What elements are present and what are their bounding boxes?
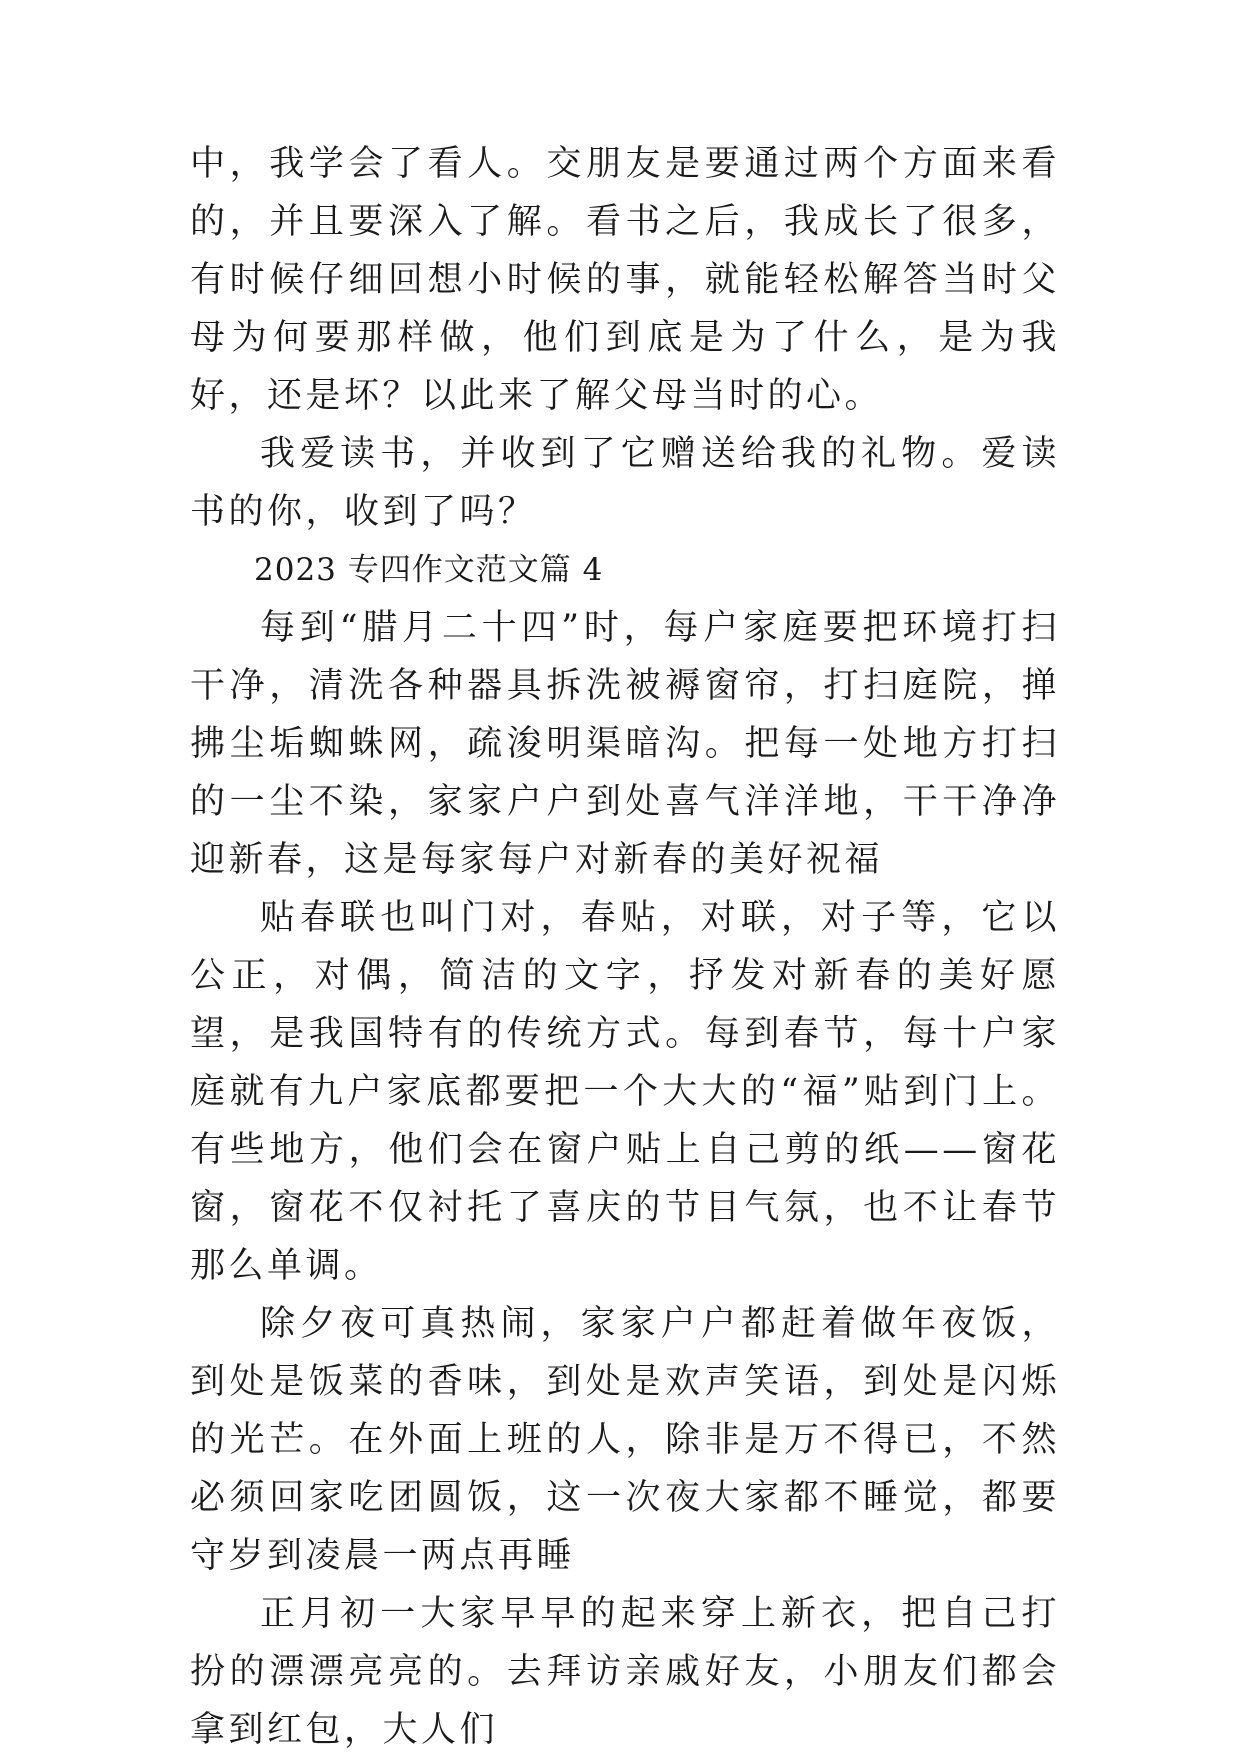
paragraph-cleaning: 每到“腊月二十四”时，每户家庭要把环境打扫干净，清洗各种器具拆洗被褥窗帘，打扫庭院，掸拂尘垢蜘蛛网，疏浚明渠暗沟。把每一处地方打扫的一尘不染，家家户户到处喜气洋洋地，干干净净迎新春，这是每家每户对新春的美好祝福 <box>190 608 1060 880</box>
section-title: 2023 专四作文范文篇 4 <box>254 552 604 588</box>
paragraph-couplets: 贴春联也叫门对，春贴，对联，对子等，它以公正，对偶，简洁的文字，抒发对新春的美好愿望，是我国特有的传统方式。每到春节，每十户家庭就有九户家底都要把一个大大的“福”贴到门上。有些地方，他们会在窗户贴上自己剪的纸——窗花窗，窗花不仅衬托了喜庆的节目气氛，也不让春节那么单调。 <box>190 898 1060 1286</box>
document-page <box>190 135 1060 1750</box>
paragraph-first-day: 正月初一大家早早的起来穿上新衣，把自己打扮的漂漂亮亮的。去拜访亲戚好友，小朋友们都会拿到红包，大人们 <box>190 1594 1060 1750</box>
paragraph-reading-continuation: 中，我学会了看人。交朋友是要通过两个方面来看的，并且要深入了解。看书之后，我成长了很多，有时候仔细回想小时候的事，就能轻松解答当时父母为何要那样做，他们到底是为了什么，是为我好，还是坏？以此来了解父母当时的心。 <box>190 144 1060 416</box>
paragraph-new-years-eve: 除夕夜可真热闹，家家户户都赶着做年夜饭，到处是饭菜的香味，到处是欢声笑语，到处是闪烁的光芒。在外面上班的人，除非是万不得已，不然必须回家吃团圆饭，这一次夜大家都不睡觉，都要守岁到凌晨一两点再睡 <box>190 1304 1060 1576</box>
paragraph-reading-conclusion: 我爱读书，并收到了它赠送给我的礼物。爱读书的你，收到了吗？ <box>190 434 1060 532</box>
